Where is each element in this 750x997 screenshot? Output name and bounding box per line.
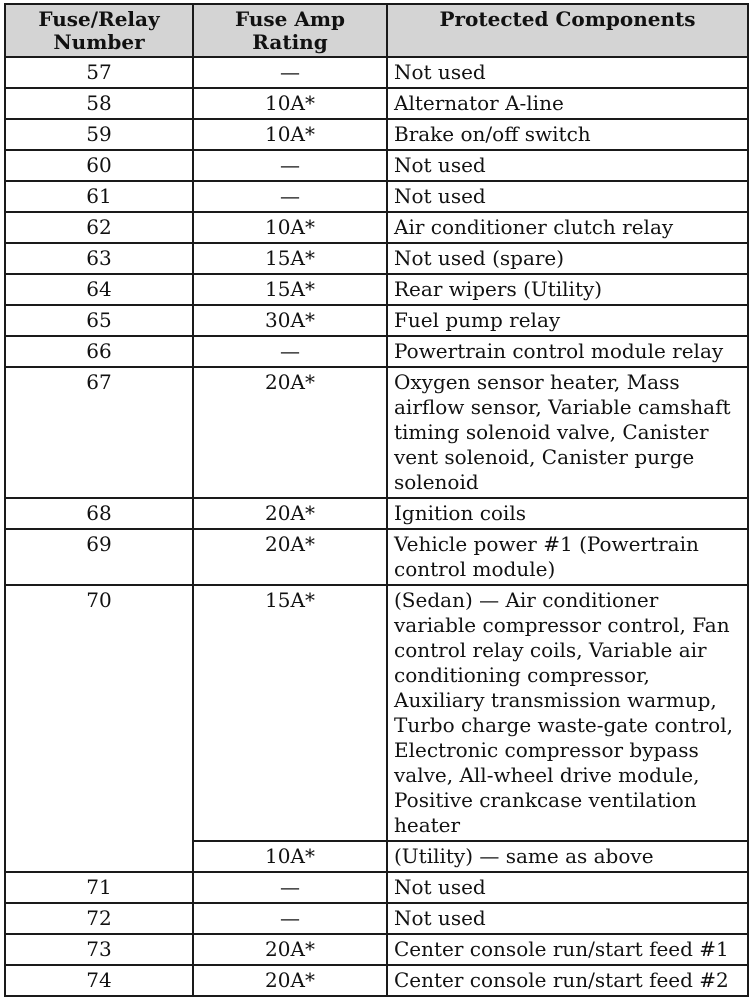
table-row <box>5 243 748 274</box>
table-row <box>5 367 748 498</box>
table-row <box>5 305 748 336</box>
components-cell: Not used <box>387 903 748 934</box>
components-cell: Air conditioner clutch relay <box>387 212 748 243</box>
fuse-number-cell: 58 <box>5 88 193 119</box>
amp-rating-cell: 10A* <box>193 88 387 119</box>
amp-rating-cell: 20A* <box>193 529 387 585</box>
table-row <box>5 336 748 367</box>
header-fuse-amp-rating <box>193 4 387 57</box>
amp-rating-cell: 10A* <box>193 841 387 872</box>
fuse-number-cell: 57 <box>5 57 193 88</box>
fuse-number-cell: 66 <box>5 336 193 367</box>
amp-rating-cell: 20A* <box>193 965 387 996</box>
components-cell: Ignition coils <box>387 498 748 529</box>
components-cell: Rear wipers (Utility) <box>387 274 748 305</box>
table-row <box>5 274 748 305</box>
components-cell: Not used <box>387 872 748 903</box>
fuse-number-cell: 65 <box>5 305 193 336</box>
table-row <box>5 212 748 243</box>
components-cell: Not used (spare) <box>387 243 748 274</box>
components-cell: Alternator A-line <box>387 88 748 119</box>
components-cell: Oxygen sensor heater, Mass airflow sensor, Variable camshaft timing solenoid valve, Canister vent solenoid, Canister purge solenoid <box>387 367 748 498</box>
components-cell: Center console run/start feed #2 <box>387 965 748 996</box>
table-row <box>5 150 748 181</box>
fuse-number-cell: 74 <box>5 965 193 996</box>
components-cell: Center console run/start feed #1 <box>387 934 748 965</box>
table-row <box>5 498 748 529</box>
amp-rating-cell: — <box>193 150 387 181</box>
amp-rating-cell: 15A* <box>193 243 387 274</box>
components-cell: Brake on/off switch <box>387 119 748 150</box>
table-row <box>5 965 748 996</box>
header-protected-components: Protected Components <box>387 4 748 57</box>
fuse-number-cell: 63 <box>5 243 193 274</box>
fuse-number-cell: 59 <box>5 119 193 150</box>
fuse-number-cell: 68 <box>5 498 193 529</box>
amp-rating-cell: — <box>193 181 387 212</box>
table-header-row <box>5 4 748 57</box>
fuse-relay-table <box>4 3 749 997</box>
fuse-number-cell: 67 <box>5 367 193 498</box>
header-number-line2: Number <box>53 30 145 54</box>
amp-rating-cell: 10A* <box>193 119 387 150</box>
amp-rating-cell: — <box>193 872 387 903</box>
table-row <box>5 181 748 212</box>
amp-rating-cell: 20A* <box>193 367 387 498</box>
components-cell: (Utility) — same as above <box>387 841 748 872</box>
amp-rating-cell: 20A* <box>193 934 387 965</box>
components-cell: Not used <box>387 181 748 212</box>
components-cell: (Sedan) — Air conditioner variable compressor control, Fan control relay coils, Variable air conditioning compressor, Auxiliary transmission warmup, Turbo charge waste-gate control, Electronic compressor bypass valve, All-wheel drive module, Positive crankcase ventilation heater <box>387 585 748 841</box>
table-row <box>5 872 748 903</box>
amp-rating-cell: 30A* <box>193 305 387 336</box>
fuse-number-cell: 71 <box>5 872 193 903</box>
fuse-number-cell: 70 <box>5 585 193 872</box>
header-amp-line2: Rating <box>252 30 328 54</box>
fuse-number-cell: 69 <box>5 529 193 585</box>
table-row <box>5 903 748 934</box>
header-fuse-relay-number <box>5 4 193 57</box>
amp-rating-cell: — <box>193 336 387 367</box>
components-cell: Not used <box>387 57 748 88</box>
amp-rating-cell: — <box>193 903 387 934</box>
components-cell: Vehicle power #1 (Powertrain control module) <box>387 529 748 585</box>
header-number-line1: Fuse/Relay <box>38 7 160 31</box>
amp-rating-cell: — <box>193 57 387 88</box>
fuse-number-cell: 60 <box>5 150 193 181</box>
fuse-number-cell: 64 <box>5 274 193 305</box>
table-row <box>5 88 748 119</box>
table-row <box>5 934 748 965</box>
amp-rating-cell: 15A* <box>193 585 387 841</box>
table-row <box>5 57 748 88</box>
table-row <box>5 585 748 841</box>
table-row <box>5 529 748 585</box>
components-cell: Fuel pump relay <box>387 305 748 336</box>
fuse-number-cell: 73 <box>5 934 193 965</box>
fuse-number-cell: 62 <box>5 212 193 243</box>
fuse-number-cell: 72 <box>5 903 193 934</box>
components-cell: Not used <box>387 150 748 181</box>
fuse-number-cell: 61 <box>5 181 193 212</box>
table-row <box>5 119 748 150</box>
amp-rating-cell: 10A* <box>193 212 387 243</box>
components-cell: Powertrain control module relay <box>387 336 748 367</box>
amp-rating-cell: 20A* <box>193 498 387 529</box>
amp-rating-cell: 15A* <box>193 274 387 305</box>
header-amp-line1: Fuse Amp <box>235 7 345 31</box>
